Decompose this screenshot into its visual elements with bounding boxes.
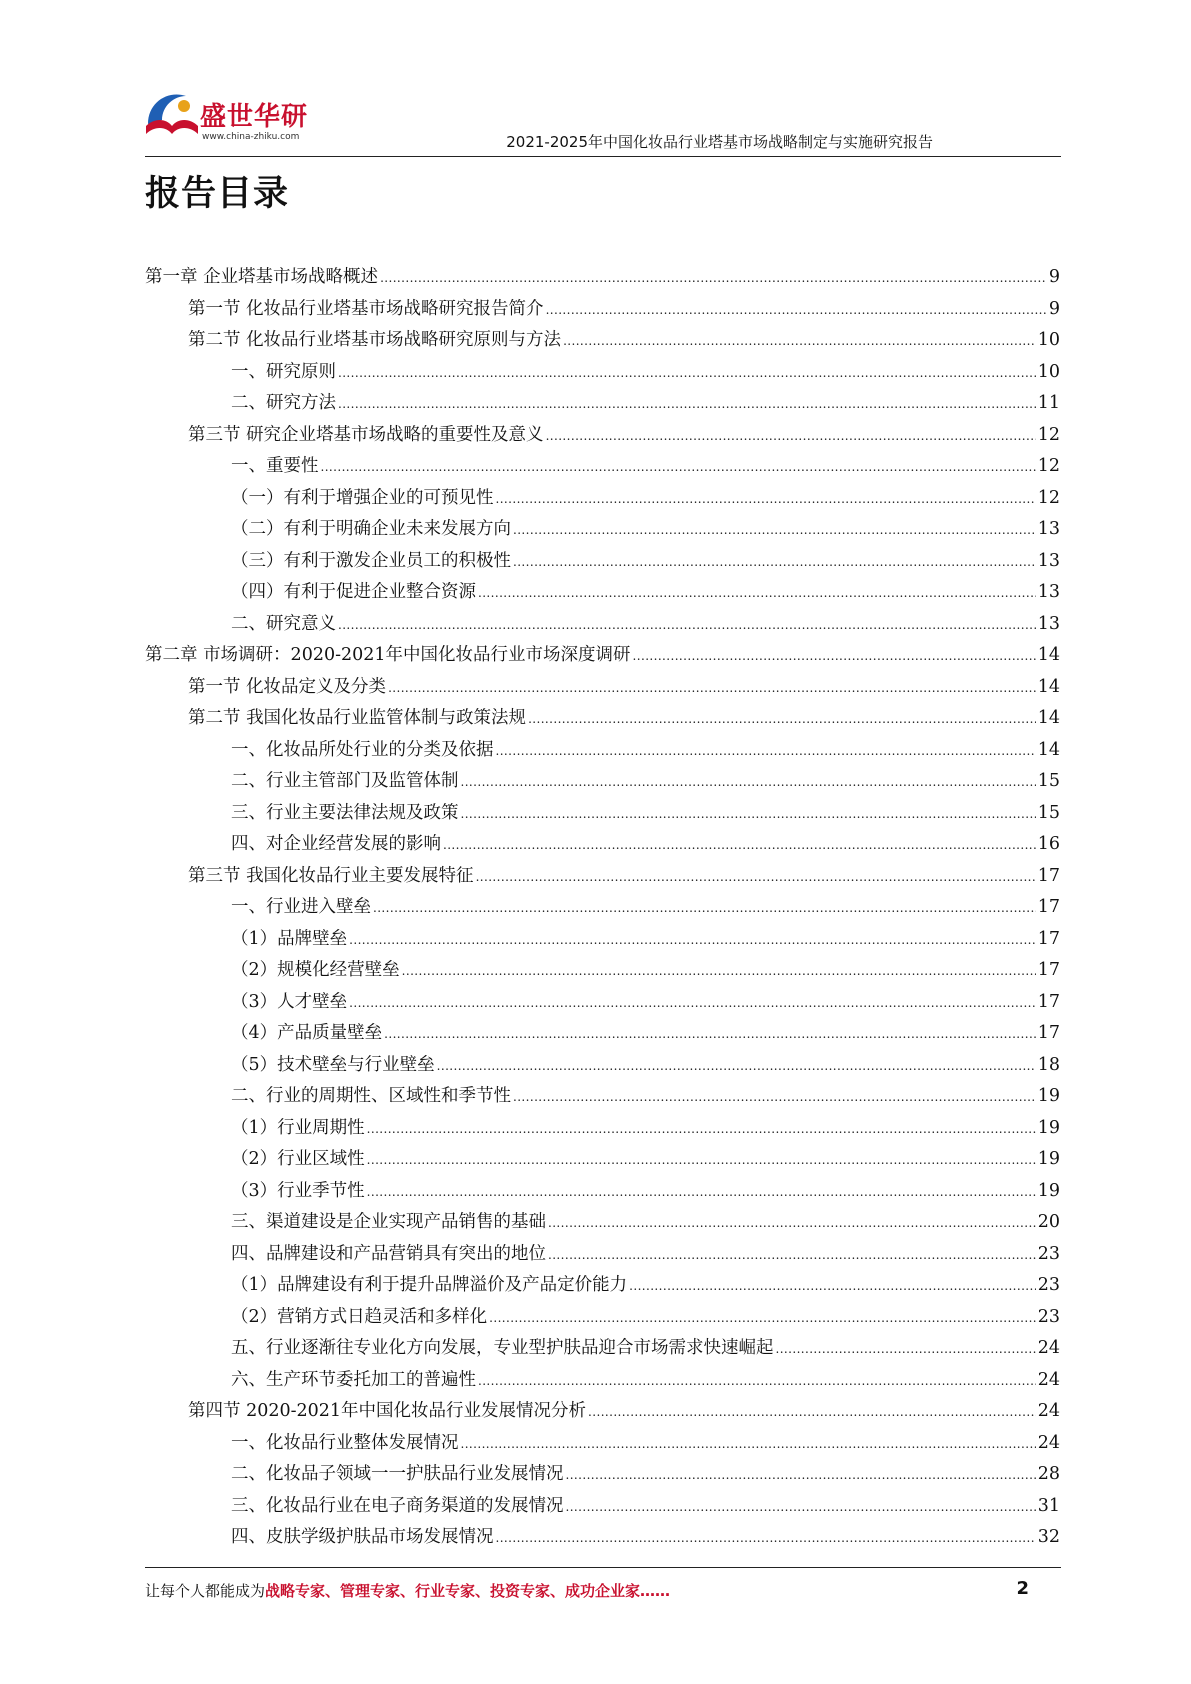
toc-dot-leader	[496, 1522, 1036, 1555]
toc-dot-leader	[588, 1396, 1036, 1429]
toc-entry-page: 12	[1037, 456, 1060, 476]
toc-dot-leader	[388, 672, 1036, 705]
toc-entry[interactable]	[145, 955, 1060, 987]
toc-entry-label: （3）人才壁垒	[231, 991, 348, 1012]
toc-entry-page: 19	[1037, 1149, 1060, 1169]
toc-entry-page: 16	[1037, 834, 1060, 854]
toc-entry[interactable]	[145, 1144, 1060, 1176]
toc-entry-label: （1）品牌壁垒	[231, 928, 348, 949]
toc-entry-label: （二）有利于明确企业未来发展方向	[231, 519, 511, 539]
toc-entry-page: 10	[1037, 361, 1060, 382]
toc-entry-label: （5）技术壁垒与行业壁垒	[231, 1054, 435, 1075]
toc-entry[interactable]	[145, 388, 1060, 420]
toc-dot-leader	[367, 1176, 1036, 1209]
toc-entry-page: 28	[1037, 1464, 1060, 1484]
toc-entry-label: 三、行业主要法律法规及政策	[231, 802, 459, 823]
toc-entry-page: 13	[1037, 550, 1060, 571]
toc-entry-label: 二、研究方法	[231, 393, 336, 413]
toc-entry[interactable]	[145, 609, 1060, 641]
toc-entry-label: 四、对企业经营发展的影响	[231, 834, 441, 854]
toc-entry-page: 13	[1037, 519, 1060, 539]
toc-entry-label: （一）有利于增强企业的可预见性	[231, 487, 494, 508]
toc-entry[interactable]	[145, 577, 1060, 609]
footer-divider	[145, 1567, 1061, 1568]
toc-entry-page: 17	[1037, 960, 1060, 980]
toc-dot-leader	[461, 1428, 1036, 1461]
toc-entry-page: 9	[1048, 298, 1060, 319]
toc-dot-leader	[528, 703, 1036, 736]
toc-entry[interactable]	[145, 451, 1060, 483]
toc-entry[interactable]	[145, 514, 1060, 546]
toc-entry[interactable]	[145, 1459, 1060, 1491]
toc-dot-leader	[478, 1365, 1036, 1398]
footer-slogan	[145, 1580, 670, 1601]
toc-dot-leader	[373, 892, 1036, 925]
toc-entry-label: 第一节 化妆品定义及分类	[188, 676, 387, 697]
toc-dot-leader	[546, 294, 1047, 327]
toc-entry-label: 一、化妆品行业整体发展情况	[231, 1432, 459, 1453]
table-of-contents	[145, 262, 1060, 1554]
toc-entry[interactable]	[145, 546, 1060, 578]
toc-entry-label: 一、行业进入壁垒	[231, 897, 371, 917]
toc-dot-leader	[338, 609, 1036, 642]
toc-entry-label: 四、皮肤学级护肤品市场发展情况	[231, 1527, 494, 1547]
toc-entry-label: （3）行业季节性	[231, 1180, 365, 1201]
toc-entry-label: 第一节 化妆品行业塔基市场战略研究报告简介	[188, 298, 544, 319]
toc-dot-leader	[437, 1050, 1036, 1083]
toc-entry-page: 14	[1037, 645, 1060, 665]
toc-entry-page: 13	[1037, 613, 1060, 634]
toc-entry-label: 第二节 化妆品行业塔基市场战略研究原则与方法	[188, 330, 562, 350]
toc-entry-page: 24	[1037, 1432, 1060, 1453]
toc-entry-label: 一、研究原则	[231, 361, 336, 382]
toc-entry-label: 第三节 我国化妆品行业主要发展特征	[188, 865, 474, 886]
toc-entry-page: 17	[1037, 1023, 1060, 1043]
brand-logo-icon	[140, 84, 202, 146]
toc-dot-leader	[367, 1113, 1036, 1146]
toc-dot-leader	[633, 640, 1036, 673]
toc-entry-label: （1）行业周期性	[231, 1117, 365, 1138]
toc-dot-leader	[338, 388, 1036, 421]
toc-entry-label: 四、品牌建设和产品营销具有突出的地位	[231, 1243, 546, 1264]
toc-dot-leader	[478, 577, 1036, 610]
toc-entry[interactable]	[145, 735, 1060, 767]
toc-dot-leader	[489, 1302, 1036, 1335]
toc-entry-label: 第一章 企业塔基市场战略概述	[145, 267, 379, 287]
footer-slogan-emphasis: 战略专家、管理专家、行业专家、投资专家、成功企业家……	[265, 1582, 671, 1600]
toc-entry-page: 14	[1037, 739, 1060, 760]
toc-entry-label: 一、重要性	[231, 456, 319, 476]
toc-entry-page: 19	[1037, 1117, 1060, 1138]
toc-dot-leader	[776, 1333, 1036, 1366]
toc-dot-leader	[476, 861, 1036, 894]
toc-entry-page: 23	[1037, 1275, 1060, 1295]
toc-entry[interactable]	[145, 861, 1060, 893]
page-number: 2	[1016, 1578, 1029, 1599]
report-title: 2021-2025年中国化妆品行业塔基市场战略制定与实施研究报告	[506, 133, 933, 151]
toc-entry[interactable]	[145, 357, 1060, 389]
toc-entry[interactable]	[145, 1176, 1060, 1208]
toc-entry[interactable]	[145, 1428, 1060, 1460]
toc-dot-leader	[546, 420, 1036, 453]
toc-entry-page: 18	[1037, 1054, 1060, 1075]
toc-entry[interactable]	[145, 1333, 1060, 1365]
toc-entry-label: 第四节 2020-2021年中国化妆品行业发展情况分析	[188, 1401, 587, 1421]
toc-dot-leader	[496, 483, 1036, 516]
toc-entry-label: 六、生产环节委托加工的普遍性	[231, 1369, 476, 1390]
toc-entry-page: 24	[1037, 1401, 1060, 1421]
toc-entry-label: （2）营销方式日趋灵活和多样化	[231, 1306, 488, 1327]
toc-entry[interactable]	[145, 1270, 1060, 1302]
toc-entry[interactable]	[145, 1302, 1060, 1334]
toc-entry[interactable]	[145, 1207, 1060, 1239]
toc-dot-leader	[380, 262, 1047, 295]
toc-entry-label: （4）产品质量壁垒	[231, 1023, 383, 1043]
brand-name: 盛世华研	[200, 102, 309, 132]
toc-entry-page: 17	[1037, 928, 1060, 949]
toc-entry-label: 三、化妆品行业在电子商务渠道的发展情况	[231, 1495, 564, 1516]
toc-entry-label: （四）有利于促进企业整合资源	[231, 582, 476, 602]
toc-entry[interactable]	[145, 892, 1060, 924]
toc-entry-page: 14	[1037, 676, 1060, 697]
toc-dot-leader	[513, 514, 1036, 547]
toc-entry[interactable]	[145, 672, 1060, 704]
toc-entry-page: 19	[1037, 1086, 1060, 1106]
toc-dot-leader	[402, 955, 1036, 988]
toc-dot-leader	[461, 766, 1036, 799]
toc-dot-leader	[443, 829, 1036, 862]
toc-entry-page: 14	[1037, 708, 1060, 728]
toc-entry-page: 15	[1037, 771, 1060, 791]
toc-entry[interactable]	[145, 1018, 1060, 1050]
toc-dot-leader	[548, 1207, 1036, 1240]
toc-entry-page: 24	[1037, 1369, 1060, 1390]
toc-entry[interactable]	[145, 262, 1060, 294]
toc-dot-leader	[349, 924, 1036, 957]
toc-entry-label: 二、研究意义	[231, 613, 336, 634]
toc-entry-label: 第三节 研究企业塔基市场战略的重要性及意义	[188, 424, 544, 445]
toc-entry[interactable]	[145, 1113, 1060, 1145]
toc-entry[interactable]	[145, 703, 1060, 735]
toc-entry-page: 15	[1037, 802, 1060, 823]
toc-dot-leader	[367, 1144, 1036, 1177]
toc-entry[interactable]	[145, 924, 1060, 956]
toc-entry-label: 第二章 市场调研：2020-2021年中国化妆品行业市场深度调研	[145, 645, 631, 665]
toc-dot-leader	[338, 357, 1036, 390]
toc-entry-page: 12	[1037, 487, 1060, 508]
toc-entry[interactable]	[145, 483, 1060, 515]
toc-entry-label: 一、化妆品所处行业的分类及依据	[231, 739, 494, 760]
toc-entry-page: 19	[1037, 1180, 1060, 1201]
toc-dot-leader	[563, 325, 1036, 358]
toc-entry-page: 17	[1037, 865, 1060, 886]
toc-entry[interactable]	[145, 798, 1060, 830]
toc-entry-page: 13	[1037, 582, 1060, 602]
toc-dot-leader	[321, 451, 1036, 484]
toc-entry[interactable]	[145, 1396, 1060, 1428]
toc-entry-page: 11	[1037, 393, 1060, 413]
toc-entry-page: 17	[1037, 991, 1060, 1012]
footer-slogan-lead: 让每个人都能成为	[145, 1582, 266, 1600]
toc-dot-leader	[513, 1081, 1036, 1114]
toc-entry-label: （三）有利于激发企业员工的积极性	[231, 550, 511, 571]
toc-entry-label: 二、行业的周期性、区域性和季节性	[231, 1086, 511, 1106]
toc-entry[interactable]	[145, 1239, 1060, 1271]
toc-entry[interactable]	[145, 294, 1060, 326]
toc-entry-page: 10	[1037, 330, 1060, 350]
toc-dot-leader	[629, 1270, 1036, 1303]
toc-entry-label: 五、行业逐渐往专业化方向发展，专业型护肤品迎合市场需求快速崛起	[231, 1338, 774, 1358]
toc-dot-leader	[548, 1239, 1036, 1272]
toc-entry-page: 9	[1048, 267, 1060, 287]
toc-entry-label: （1）品牌建设有利于提升品牌溢价及产品定价能力	[231, 1275, 628, 1295]
toc-dot-leader	[566, 1459, 1036, 1492]
toc-entry[interactable]	[145, 1365, 1060, 1397]
toc-entry-label: 第二节 我国化妆品行业监管体制与政策法规	[188, 708, 527, 728]
toc-entry-page: 23	[1037, 1306, 1060, 1327]
toc-entry[interactable]	[145, 420, 1060, 452]
toc-dot-leader	[496, 735, 1036, 768]
toc-entry[interactable]	[145, 1522, 1060, 1554]
toc-dot-leader	[566, 1491, 1036, 1524]
toc-entry-page: 20	[1037, 1212, 1060, 1232]
toc-entry-page: 17	[1037, 897, 1060, 917]
toc-entry-label: 三、渠道建设是企业实现产品销售的基础	[231, 1212, 546, 1232]
brand-logo	[140, 84, 310, 148]
toc-entry-page: 24	[1037, 1338, 1060, 1358]
toc-entry[interactable]	[145, 987, 1060, 1019]
toc-entry-page: 23	[1037, 1243, 1060, 1264]
toc-dot-leader	[349, 987, 1036, 1020]
brand-url: www.china-zhiku.com	[202, 132, 300, 142]
toc-dot-leader	[461, 798, 1036, 831]
toc-entry[interactable]	[145, 1491, 1060, 1523]
toc-dot-leader	[513, 546, 1036, 579]
toc-entry-page: 32	[1037, 1527, 1060, 1547]
toc-entry[interactable]	[145, 1050, 1060, 1082]
toc-entry-label: （2）规模化经营壁垒	[231, 960, 400, 980]
toc-entry-page: 12	[1037, 424, 1060, 445]
toc-entry-label: （2）行业区域性	[231, 1149, 365, 1169]
page-title: 报告目录	[145, 174, 290, 214]
toc-entry[interactable]	[145, 640, 1060, 672]
toc-entry-label: 二、行业主管部门及监管体制	[231, 771, 459, 791]
header-divider	[145, 156, 1061, 157]
toc-entry[interactable]	[145, 829, 1060, 861]
toc-entry[interactable]	[145, 1081, 1060, 1113]
toc-dot-leader	[384, 1018, 1036, 1051]
toc-entry-label: 二、化妆品子领域一一护肤品行业发展情况	[231, 1464, 564, 1484]
toc-entry[interactable]	[145, 325, 1060, 357]
toc-entry[interactable]	[145, 766, 1060, 798]
toc-entry-page: 31	[1037, 1495, 1060, 1516]
